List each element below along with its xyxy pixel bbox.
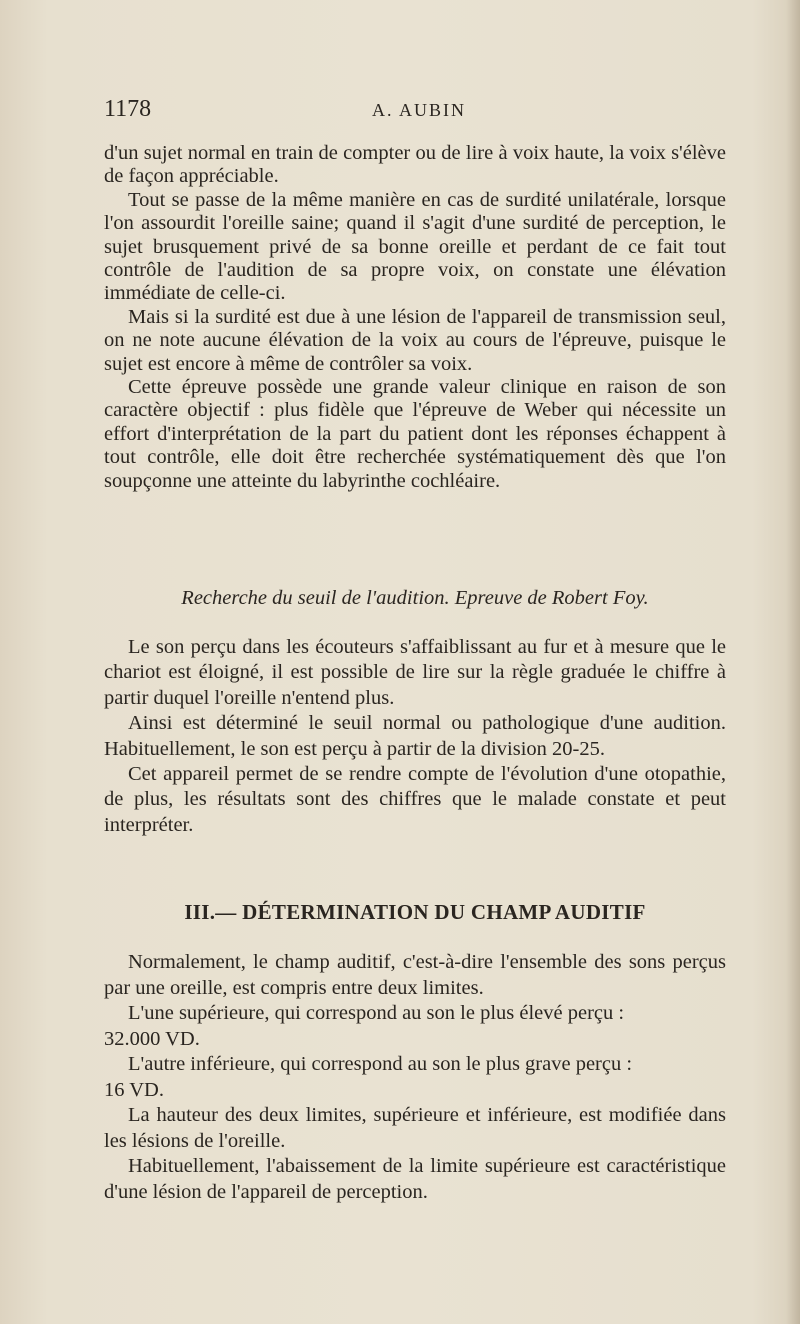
page-number: 1178: [104, 96, 152, 122]
page-header: [104, 96, 724, 126]
paragraph: Ainsi est déterminé le seuil normal ou pathologique d'une audition. Habituellement, le son est perçu à partir de la division 20-25.: [104, 712, 726, 760]
paragraph-value: 16 VD.: [104, 1078, 164, 1101]
page-edge-shadow: [786, 0, 800, 1324]
body-text: [104, 142, 726, 493]
paragraph: La hauteur des deux limites, supérieure et inférieure, est modifiée dans les lésions de l'oreille.: [104, 1104, 726, 1152]
section-seuil: [104, 635, 726, 838]
section-heading: III.— DÉTERMINATION DU CHAMP AUDITIF: [184, 900, 646, 924]
paragraph: d'un sujet normal en train de compter ou de lire à voix haute, la voix s'élève de façon appréciable.: [104, 142, 726, 188]
subheading: Recherche du seuil de l'audition. Epreuve de Robert Foy.: [181, 587, 649, 609]
section-champ-auditif: [104, 950, 726, 1205]
paragraph: Le son perçu dans les écouteurs s'affaiblissant au fur et à mesure que le chariot est éloigné, il est possible de lire sur la règle graduée le chiffre à partir duquel l'oreille n'entend plus.: [104, 636, 726, 709]
paragraph-value: 32.000 VD.: [104, 1027, 200, 1050]
paragraph: Tout se passe de la même manière en cas de surdité unilatérale, lorsque l'on assourdit l'oreille saine; quand il s'agit d'une surdité de perception, le sujet brusquement privé de sa bonne oreille et perdant de ce fait tout contrôle de l'audition de sa propre voix, on constate une élévation immédiate de celle-ci.: [104, 188, 726, 305]
paragraph: Mais si la surdité est due à une lésion de l'appareil de transmission seul, on ne note aucune élévation de la voix au cours de l'épreuve, puisque le sujet est encore à même de contrôler sa voix.: [104, 305, 726, 375]
paragraph: L'autre inférieure, qui correspond au son le plus grave perçu :: [128, 1053, 633, 1075]
paragraph: Normalement, le champ auditif, c'est-à-dire l'ensemble des sons perçus par une oreille, est compris entre deux limites.: [104, 951, 726, 999]
paragraph: Habituellement, l'abaissement de la limite supérieure est caractéristique d'une lésion de l'appareil de perception.: [104, 1155, 726, 1203]
paragraph: Cette épreuve possède une grande valeur clinique en raison de son caractère objectif : plus fidèle que l'épreuve de Weber qui nécessite un effort d'interprétation de la part du patient dont les réponses échappent à tout contrôle, elle doit être recherchée systématiquement dès que l'on soupçonne une atteinte du labyrinthe cochléaire.: [104, 376, 726, 492]
paragraph: L'une supérieure, qui correspond au son le plus élevé perçu :: [128, 1002, 625, 1024]
running-head: A. AUBIN: [372, 100, 467, 120]
paragraph: Cet appareil permet de se rendre compte de l'évolution d'une otopathie, de plus, les résultats sont des chiffres que le malade constate et peut interpréter.: [104, 763, 726, 836]
